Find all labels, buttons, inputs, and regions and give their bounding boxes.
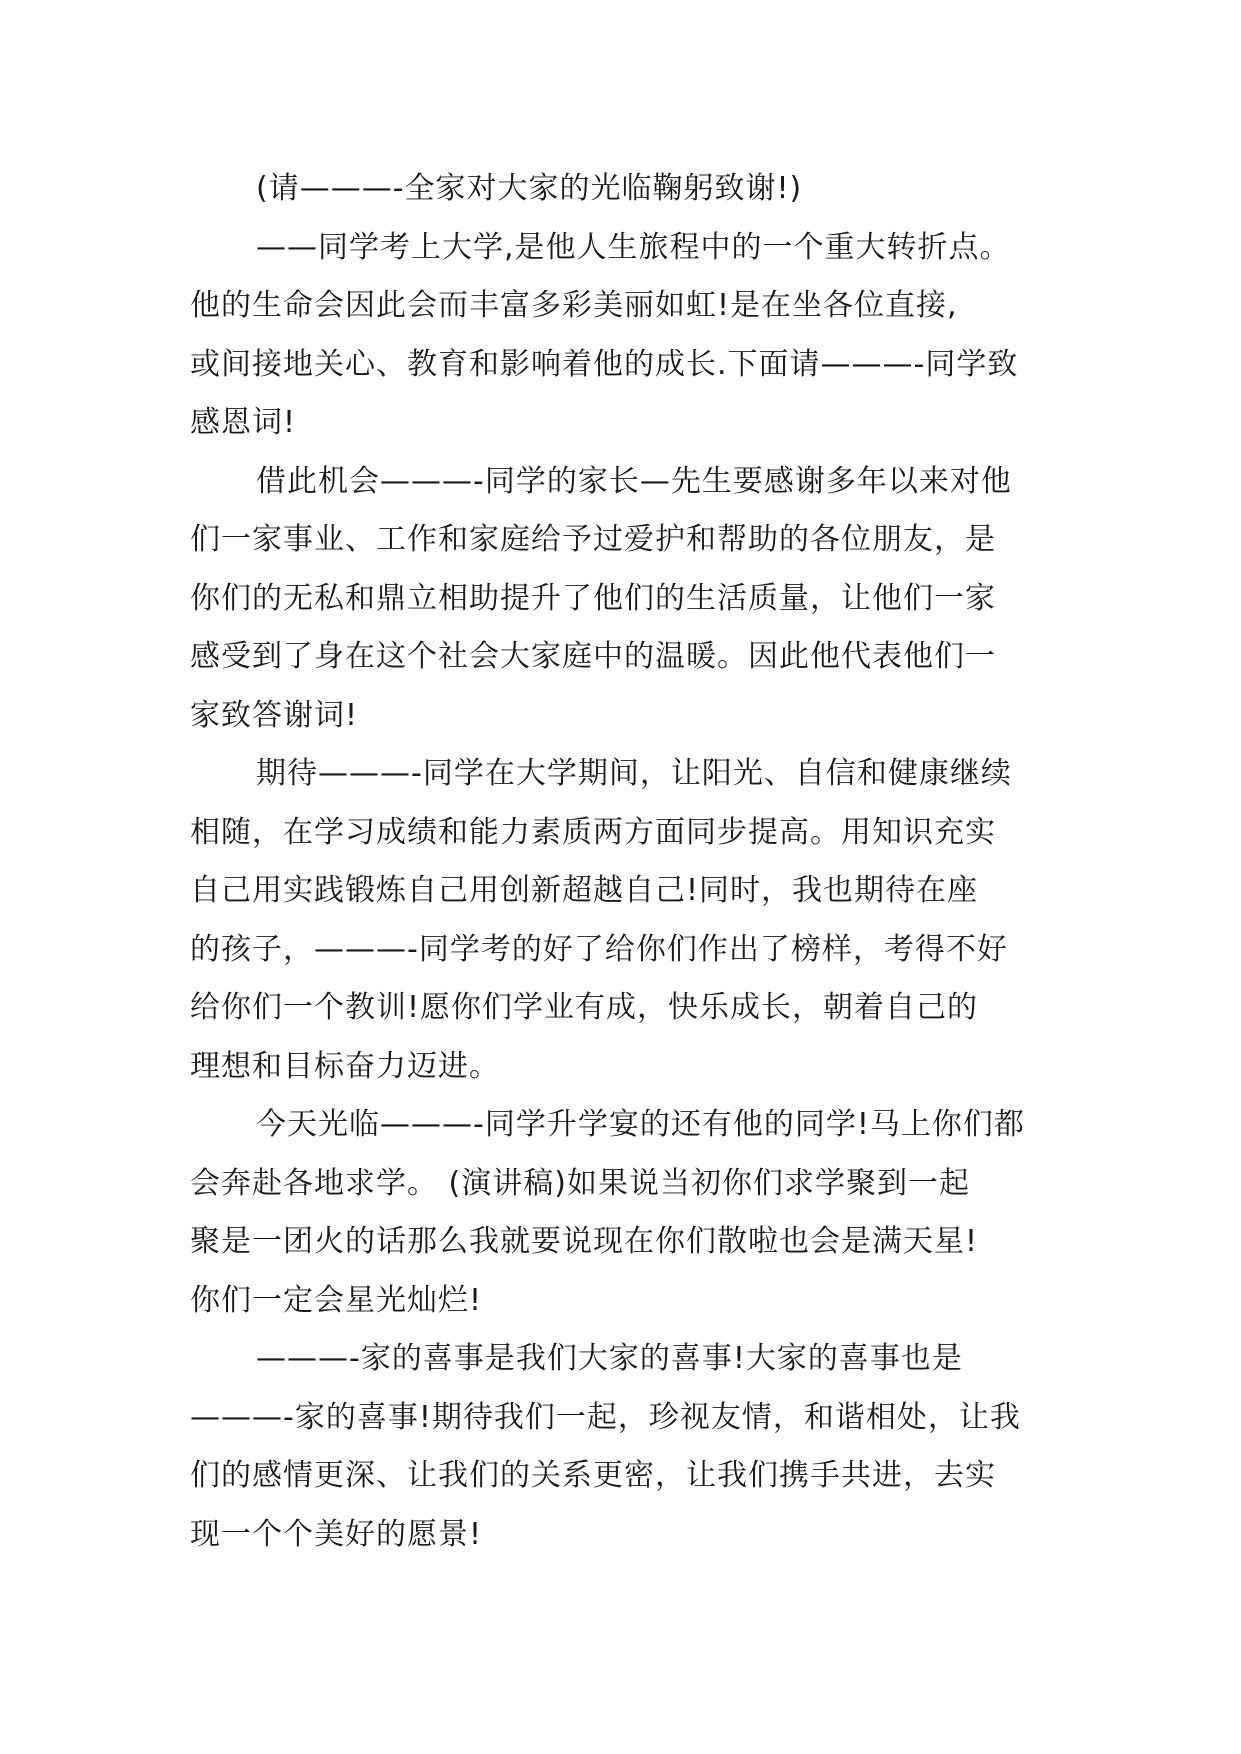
- document-body: [190, 160, 1060, 1564]
- text-line: 今天光临———-同学升学宴的还有他的同学!马上你们都: [256, 1107, 1025, 1142]
- text-line: 相随，在学习成绩和能力素质两方面同步提高。用知识充实: [190, 814, 996, 850]
- text-line: 给你们一个教训!愿你们学业有成，快乐成长，朝着自己的: [190, 990, 979, 1025]
- text-line: (请———-全家对大家的光临鞠躬致谢!): [256, 171, 803, 206]
- text-line: 会奔赴各地求学。 (演讲稿)如果说当初你们求学聚到一起: [190, 1165, 970, 1201]
- text-line: 他的生命会因此会而丰富多彩美丽如虹!是在坐各位直接,: [190, 288, 958, 323]
- text-line: 理想和目标奋力迈进。: [190, 1048, 500, 1084]
- text-line: 你们一定会星光灿烂!: [190, 1282, 483, 1318]
- text-line: 借此机会———-同学的家长—先生要感谢多年以来对他: [256, 463, 1012, 499]
- text-line: ———-家的喜事是我们大家的喜事!大家的喜事也是: [256, 1341, 963, 1376]
- text-line: 聚是一团火的话那么我就要说现在你们散啦也会是满天星!: [190, 1224, 979, 1259]
- text-line: 家致答谢词!: [190, 697, 359, 733]
- text-line: 期待———-同学在大学期间，让阳光、自信和健康继续: [256, 756, 1012, 791]
- text-line: 们一家事业、工作和家庭给予过爱护和帮助的各位朋友，是: [190, 522, 996, 557]
- text-line: 自己用实践锻炼自己用创新超越自己!同时，我也期待在座: [190, 873, 979, 908]
- text-line: 或间接地关心、教育和影响着他的成长.下面请———-同学致: [190, 346, 1019, 382]
- text-line: 现一个个美好的愿景!: [190, 1516, 483, 1552]
- text-line: 们的感情更深、让我们的关系更密，让我们携手共进，去实: [190, 1458, 996, 1493]
- text-line: 感恩词!: [190, 405, 297, 440]
- text-line: 你们的无私和鼎立相助提升了他们的生活质量，让他们一家: [190, 580, 996, 616]
- text-line: ———-家的喜事!期待我们一起，珍视友情，和谐相处，让我: [190, 1399, 1021, 1435]
- text-line: 感受到了身在这个社会大家庭中的温暖。因此他代表他们一: [190, 639, 996, 674]
- text-line: ——同学考上大学,是他人生旅程中的一个重大转折点。: [256, 229, 1011, 265]
- text-line: 的孩子，———-同学考的好了给你们作出了榜样，考得不好: [190, 931, 1008, 967]
